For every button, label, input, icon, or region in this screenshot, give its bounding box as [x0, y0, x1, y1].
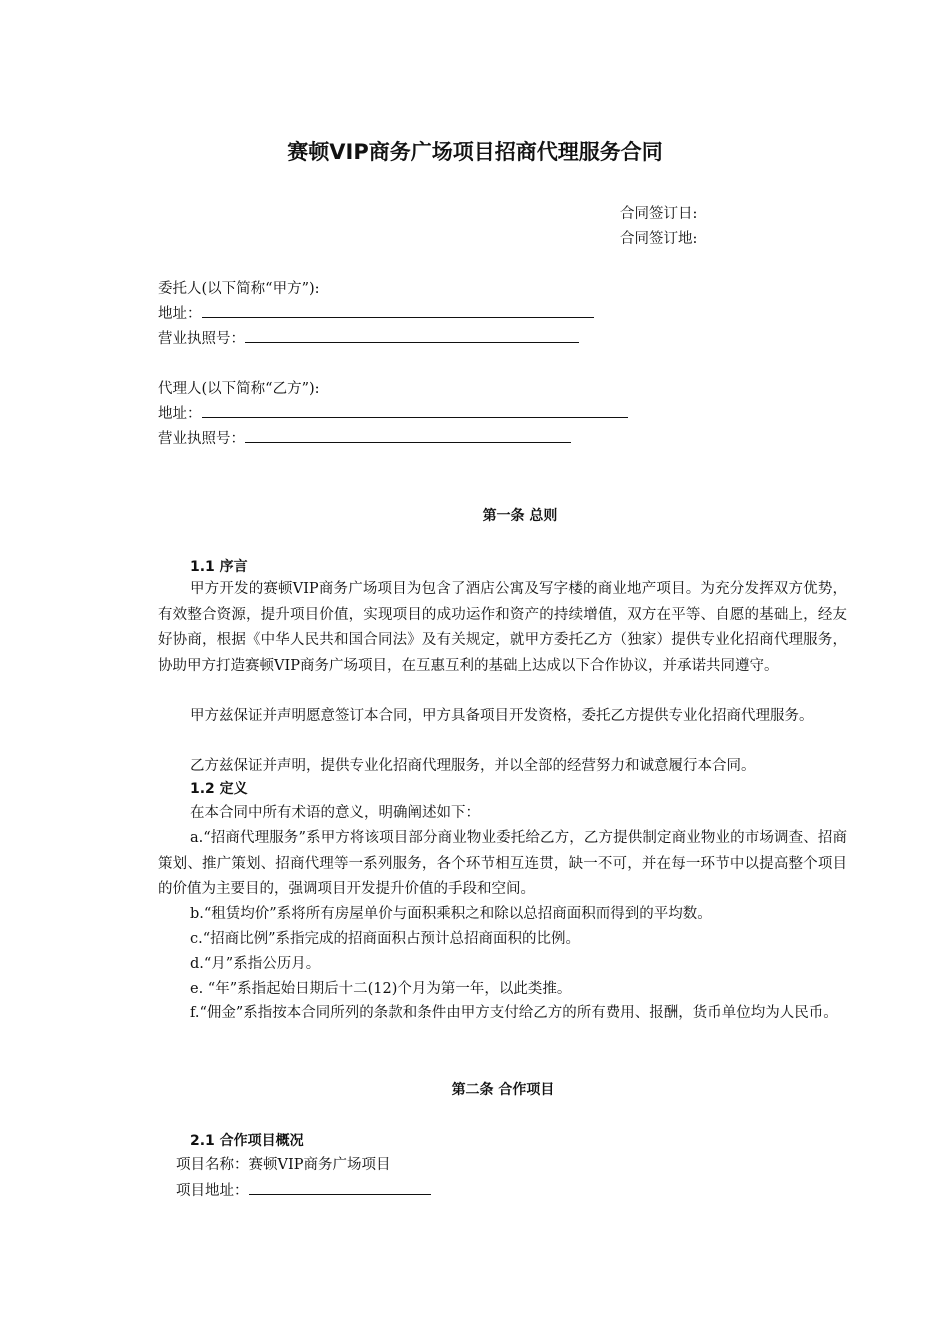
article-1-heading: 第一条 总则: [482, 508, 558, 524]
section-1-2-heading: 1.2 定义: [190, 781, 248, 797]
project-address-row: [176, 1179, 431, 1203]
party-b-address-label: 地址：: [158, 406, 202, 422]
party-b-address-blank[interactable]: [202, 403, 628, 418]
party-a-license-blank[interactable]: [245, 328, 579, 343]
section-1-2-intro: 在本合同中所有术语的意义，明确阐述如下：: [190, 805, 480, 821]
party-b-address-row: [158, 402, 628, 426]
project-address-blank[interactable]: [249, 1180, 431, 1195]
definition-d: d.“月”系指公历月。: [190, 956, 321, 972]
section-2-1-heading: 2.1 合作项目概况: [190, 1133, 304, 1149]
project-name: 项目名称：赛顿VIP商务广场项目: [176, 1157, 391, 1173]
party-b-heading: 代理人(以下简称“乙方”):: [158, 381, 320, 397]
definition-b: b.“租赁均价”系将所有房屋单价与面积乘积之和除以总招商面积而得到的平均数。: [190, 906, 712, 922]
project-address-label: 项目地址：: [176, 1183, 249, 1199]
party-a-heading: 委托人(以下简称“甲方”):: [158, 281, 320, 297]
sign-date-label: 合同签订日:: [620, 206, 698, 222]
party-b-license-blank[interactable]: [245, 428, 571, 443]
section-1-1-paragraph-2: 甲方兹保证并声明愿意签订本合同，甲方具备项目开发资格，委托乙方提供专业化招商代理服务。: [190, 708, 814, 724]
party-a-license-row: [158, 327, 579, 351]
definition-a: a.“招商代理服务”系甲方将该项目部分商业物业委托给乙方，乙方提供制定商业物业的市场调查、招商策划、推广策划、招商代理等一系列服务，各个环节相互连贯，缺一不可，并在每一环节中以提高整个项目的价值为主要目的，强调项目开发提升价值的手段和空间。: [158, 830, 847, 897]
contract-title: 赛顿VIP商务广场项目招商代理服务合同: [287, 140, 663, 164]
definition-c: c.“招商比例”系指完成的招商面积占预计总招商面积的比例。: [190, 931, 581, 947]
party-a-address-blank[interactable]: [202, 303, 594, 318]
section-1-1-paragraph-1: 甲方开发的赛顿VIP商务广场项目为包含了酒店公寓及写字楼的商业地产项目。为充分发挥双方优势，有效整合资源，提升项目价值，实现项目的成功运作和资产的持续增值，双方在平等、自愿的基础上，经友好协商，根据《中华人民共和国合同法》及有关规定，就甲方委托乙方（独家）提供专业化招商代理服务，协助甲方打造赛顿VIP商务广场项目，在互惠互利的基础上达成以下合作协议，并承诺共同遵守。: [158, 581, 847, 674]
party-a-address-label: 地址：: [158, 306, 202, 322]
sign-place-label: 合同签订地:: [620, 231, 698, 247]
party-a-address-row: [158, 302, 594, 326]
definition-e: e. “年”系指起始日期后十二(12)个月为第一年，以此类推。: [190, 981, 572, 997]
party-b-license-row: [158, 427, 571, 451]
definition-f: f.“佣金”系指按本合同所列的条款和条件由甲方支付给乙方的所有费用、报酬，货币单位均为人民币。: [190, 1005, 838, 1021]
party-b-license-label: 营业执照号：: [158, 431, 245, 447]
party-a-license-label: 营业执照号：: [158, 331, 245, 347]
section-1-1-paragraph-3: 乙方兹保证并声明，提供专业化招商代理服务，并以全部的经营努力和诚意履行本合同。: [190, 758, 756, 774]
section-1-1-heading: 1.1 序言: [190, 559, 248, 575]
article-2-heading: 第二条 合作项目: [451, 1082, 555, 1098]
